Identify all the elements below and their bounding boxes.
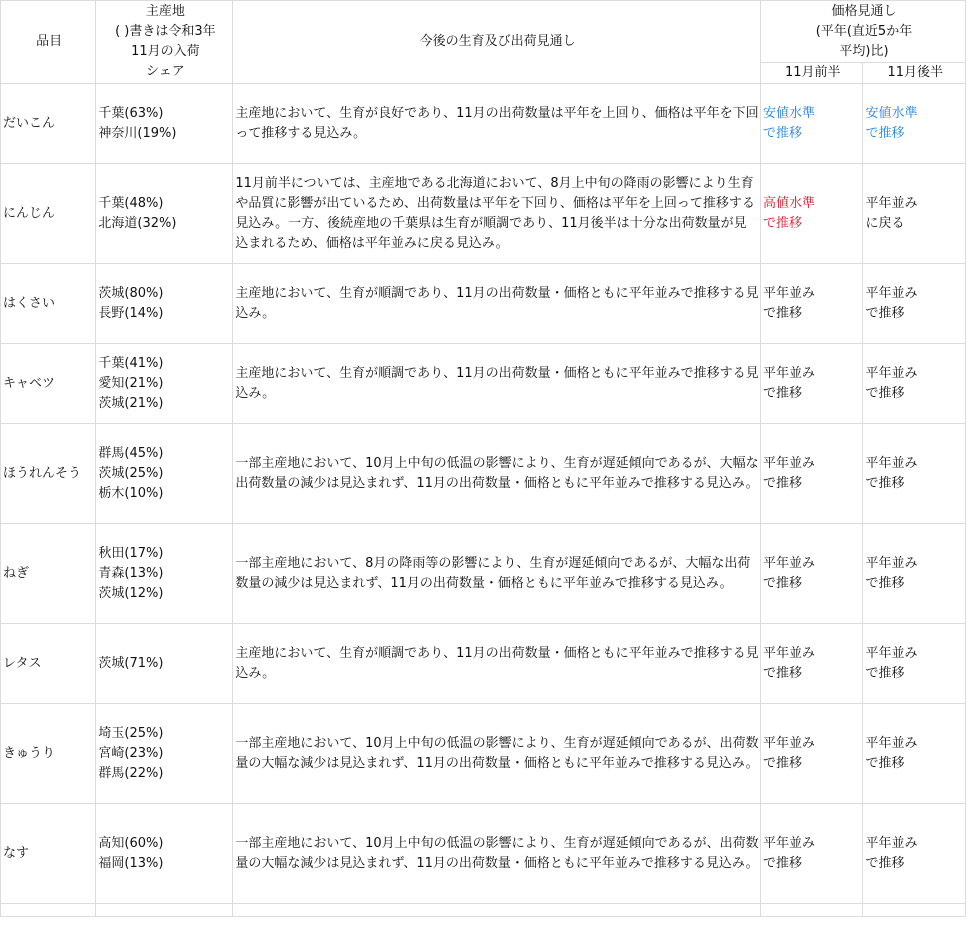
outlook-description: 一部主産地において、8月の降雨等の影響により、生育が遅延傾向であるが、大幅な出荷数量の減少は見込まれず、11月の出荷数量・価格ともに平年並みで推移する見込み。 xyxy=(233,524,761,624)
header-area-line: ( )書きは令和3年 xyxy=(115,24,216,39)
production-area: 群馬(45%) xyxy=(98,445,164,461)
empty-cell xyxy=(863,904,966,917)
price-outlook-text: で推移 xyxy=(865,385,905,401)
header-outlook: 今後の生育及び出荷見通し xyxy=(233,1,761,84)
production-areas xyxy=(96,84,233,164)
table-body xyxy=(1,84,966,917)
table-header xyxy=(1,1,966,84)
table-row xyxy=(1,164,966,264)
production-area: 千葉(48%) xyxy=(98,195,164,211)
price-outlook-text: 平年並み xyxy=(865,735,918,751)
outlook-description: 主産地において、生育が順調であり、11月の出荷数量・価格ともに平年並みで推移する見込み。 xyxy=(233,624,761,704)
vegetable-name: キャベツ xyxy=(1,344,96,424)
empty-cell xyxy=(96,904,233,917)
price-outlook-second-half xyxy=(863,424,966,524)
empty-cell xyxy=(233,904,761,917)
production-area: 栃木(10%) xyxy=(98,485,164,501)
production-areas xyxy=(96,804,233,904)
vegetable-name: ねぎ xyxy=(1,524,96,624)
header-first-half: 11月前半 xyxy=(761,63,863,84)
price-outlook-second-half xyxy=(863,704,966,804)
price-outlook-text: 平年並み xyxy=(763,555,816,571)
price-outlook-text: 平年並み xyxy=(865,285,918,301)
outlook-description: 11月前半については、主産地である北海道において、8月上中旬の降雨の影響により生育や品質に影響が出ているため、出荷数量は平年を下回り、価格は平年を上回って推移する見込み。一方、後続産地の千葉県は生育が順調であり、11月後半は十分な出荷数量が見込まれるため、価格は平年並みに戻る見込み。 xyxy=(233,164,761,264)
production-areas xyxy=(96,624,233,704)
production-area: 高知(60%) xyxy=(98,835,164,851)
production-area: 埼玉(25%) xyxy=(98,725,164,741)
outlook-description: 主産地において、生育が順調であり、11月の出荷数量・価格ともに平年並みで推移する見込み。 xyxy=(233,344,761,424)
price-outlook-text: 高値水準 xyxy=(763,195,816,211)
production-areas xyxy=(96,524,233,624)
price-outlook-text: 平年並み xyxy=(763,285,816,301)
price-outlook-text: 平年並み xyxy=(865,835,918,851)
price-outlook-text: で推移 xyxy=(763,575,803,591)
price-outlook-text: で推移 xyxy=(763,665,803,681)
price-outlook-first-half xyxy=(761,264,863,344)
price-outlook-text: で推移 xyxy=(763,125,803,141)
header-item: 品目 xyxy=(1,1,96,84)
table-row xyxy=(1,624,966,704)
table-row xyxy=(1,524,966,624)
price-outlook-text: 平年並み xyxy=(865,365,918,381)
header-price-line: 価格見通し xyxy=(831,3,897,19)
header-second-half: 11月後半 xyxy=(863,63,966,84)
price-outlook-text: 平年並み xyxy=(865,555,918,571)
price-outlook-first-half xyxy=(761,424,863,524)
price-outlook-second-half xyxy=(863,524,966,624)
table-row xyxy=(1,804,966,904)
table-row xyxy=(1,264,966,344)
outlook-description: 一部主産地において、10月上中旬の低温の影響により、生育が遅延傾向であるが、出荷数量の大幅な減少は見込まれず、11月の出荷数量・価格ともに平年並みで推移する見込み。 xyxy=(233,704,761,804)
price-outlook-text: で推移 xyxy=(763,855,803,871)
price-outlook-text: で推移 xyxy=(763,755,803,771)
production-area: 長野(14%) xyxy=(98,305,164,321)
vegetable-name: はくさい xyxy=(1,264,96,344)
price-outlook-text: で推移 xyxy=(865,855,905,871)
price-outlook-first-half xyxy=(761,704,863,804)
table-row-partial xyxy=(1,904,966,917)
header-area xyxy=(96,1,233,84)
table-row xyxy=(1,344,966,424)
vegetable-name: レタス xyxy=(1,624,96,704)
price-outlook-text: で推移 xyxy=(865,305,905,321)
vegetable-name: だいこん xyxy=(1,84,96,164)
price-outlook-text: 安値水準 xyxy=(763,105,816,121)
price-outlook-second-half xyxy=(863,344,966,424)
production-area: 青森(13%) xyxy=(98,565,164,581)
header-price-line: 平均)比) xyxy=(839,43,889,59)
price-outlook-text: 平年並み xyxy=(865,645,918,661)
price-outlook-first-half xyxy=(761,164,863,264)
price-outlook-second-half xyxy=(863,264,966,344)
header-price xyxy=(761,1,966,63)
price-outlook-text: 平年並み xyxy=(763,835,816,851)
outlook-description: 一部主産地において、10月上中旬の低温の影響により、生育が遅延傾向であるが、大幅な出荷数量の減少は見込まれず、11月の出荷数量・価格ともに平年並みで推移する見込み。 xyxy=(233,424,761,524)
table-row xyxy=(1,84,966,164)
vegetable-name: きゅうり xyxy=(1,704,96,804)
production-area: 群馬(22%) xyxy=(98,765,164,781)
table-row xyxy=(1,704,966,804)
production-areas xyxy=(96,704,233,804)
price-outlook-text: 安値水準 xyxy=(865,105,918,121)
price-outlook-text: 平年並み xyxy=(763,735,816,751)
production-area: 福岡(13%) xyxy=(98,855,164,871)
price-outlook-text: で推移 xyxy=(763,385,803,401)
price-outlook-first-half xyxy=(761,804,863,904)
production-area: 茨城(21%) xyxy=(98,395,164,411)
production-area: 北海道(32%) xyxy=(98,215,177,231)
price-outlook-second-half xyxy=(863,624,966,704)
price-outlook-first-half xyxy=(761,84,863,164)
price-outlook-second-half xyxy=(863,84,966,164)
outlook-description: 主産地において、生育が良好であり、11月の出荷数量は平年を上回り、価格は平年を下回って推移する見込み。 xyxy=(233,84,761,164)
price-outlook-text: で推移 xyxy=(865,575,905,591)
header-area-line: 主産地 xyxy=(145,4,185,19)
price-outlook-text: で推移 xyxy=(865,665,905,681)
price-outlook-text: で推移 xyxy=(865,475,905,491)
price-outlook-text: 平年並み xyxy=(763,455,816,471)
table-row xyxy=(1,424,966,524)
header-area-line: 11月の入荷 xyxy=(131,44,200,59)
production-area: 神奈川(19%) xyxy=(98,125,177,141)
price-outlook-text: に戻る xyxy=(865,215,905,231)
price-outlook-text: 平年並み xyxy=(763,645,816,661)
price-outlook-first-half xyxy=(761,524,863,624)
production-areas xyxy=(96,424,233,524)
price-outlook-text: 平年並み xyxy=(865,455,918,471)
production-area: 千葉(41%) xyxy=(98,355,164,371)
price-outlook-text: 平年並み xyxy=(763,365,816,381)
price-outlook-text: で推移 xyxy=(865,125,905,141)
vegetable-name: にんじん xyxy=(1,164,96,264)
outlook-description: 主産地において、生育が順調であり、11月の出荷数量・価格ともに平年並みで推移する見込み。 xyxy=(233,264,761,344)
production-areas xyxy=(96,164,233,264)
production-area: 茨城(12%) xyxy=(98,585,164,601)
price-outlook-text: で推移 xyxy=(763,305,803,321)
production-area: 秋田(17%) xyxy=(98,545,164,561)
production-areas xyxy=(96,264,233,344)
price-outlook-text: で推移 xyxy=(763,215,803,231)
empty-cell xyxy=(761,904,863,917)
production-area: 千葉(63%) xyxy=(98,105,164,121)
vegetable-name: なす xyxy=(1,804,96,904)
header-area-line: シェア xyxy=(145,64,185,79)
production-area: 茨城(25%) xyxy=(98,465,164,481)
price-outlook-first-half xyxy=(761,624,863,704)
header-price-line: (平年(直近5か年 xyxy=(815,23,913,39)
price-outlook-second-half xyxy=(863,804,966,904)
production-areas xyxy=(96,344,233,424)
price-outlook-text: 平年並み xyxy=(865,195,918,211)
price-outlook-text: で推移 xyxy=(865,755,905,771)
production-area: 愛知(21%) xyxy=(98,375,164,391)
production-area: 茨城(80%) xyxy=(98,285,164,301)
price-outlook-first-half xyxy=(761,344,863,424)
vegetable-name: ほうれんそう xyxy=(1,424,96,524)
production-area: 宮崎(23%) xyxy=(98,745,164,761)
price-outlook-second-half xyxy=(863,164,966,264)
price-outlook-text: で推移 xyxy=(763,475,803,491)
production-area: 茨城(71%) xyxy=(98,655,164,671)
empty-cell xyxy=(1,904,96,917)
outlook-description: 一部主産地において、10月上中旬の低温の影響により、生育が遅延傾向であるが、出荷数量の大幅な減少は見込まれず、11月の出荷数量・価格ともに平年並みで推移する見込み。 xyxy=(233,804,761,904)
